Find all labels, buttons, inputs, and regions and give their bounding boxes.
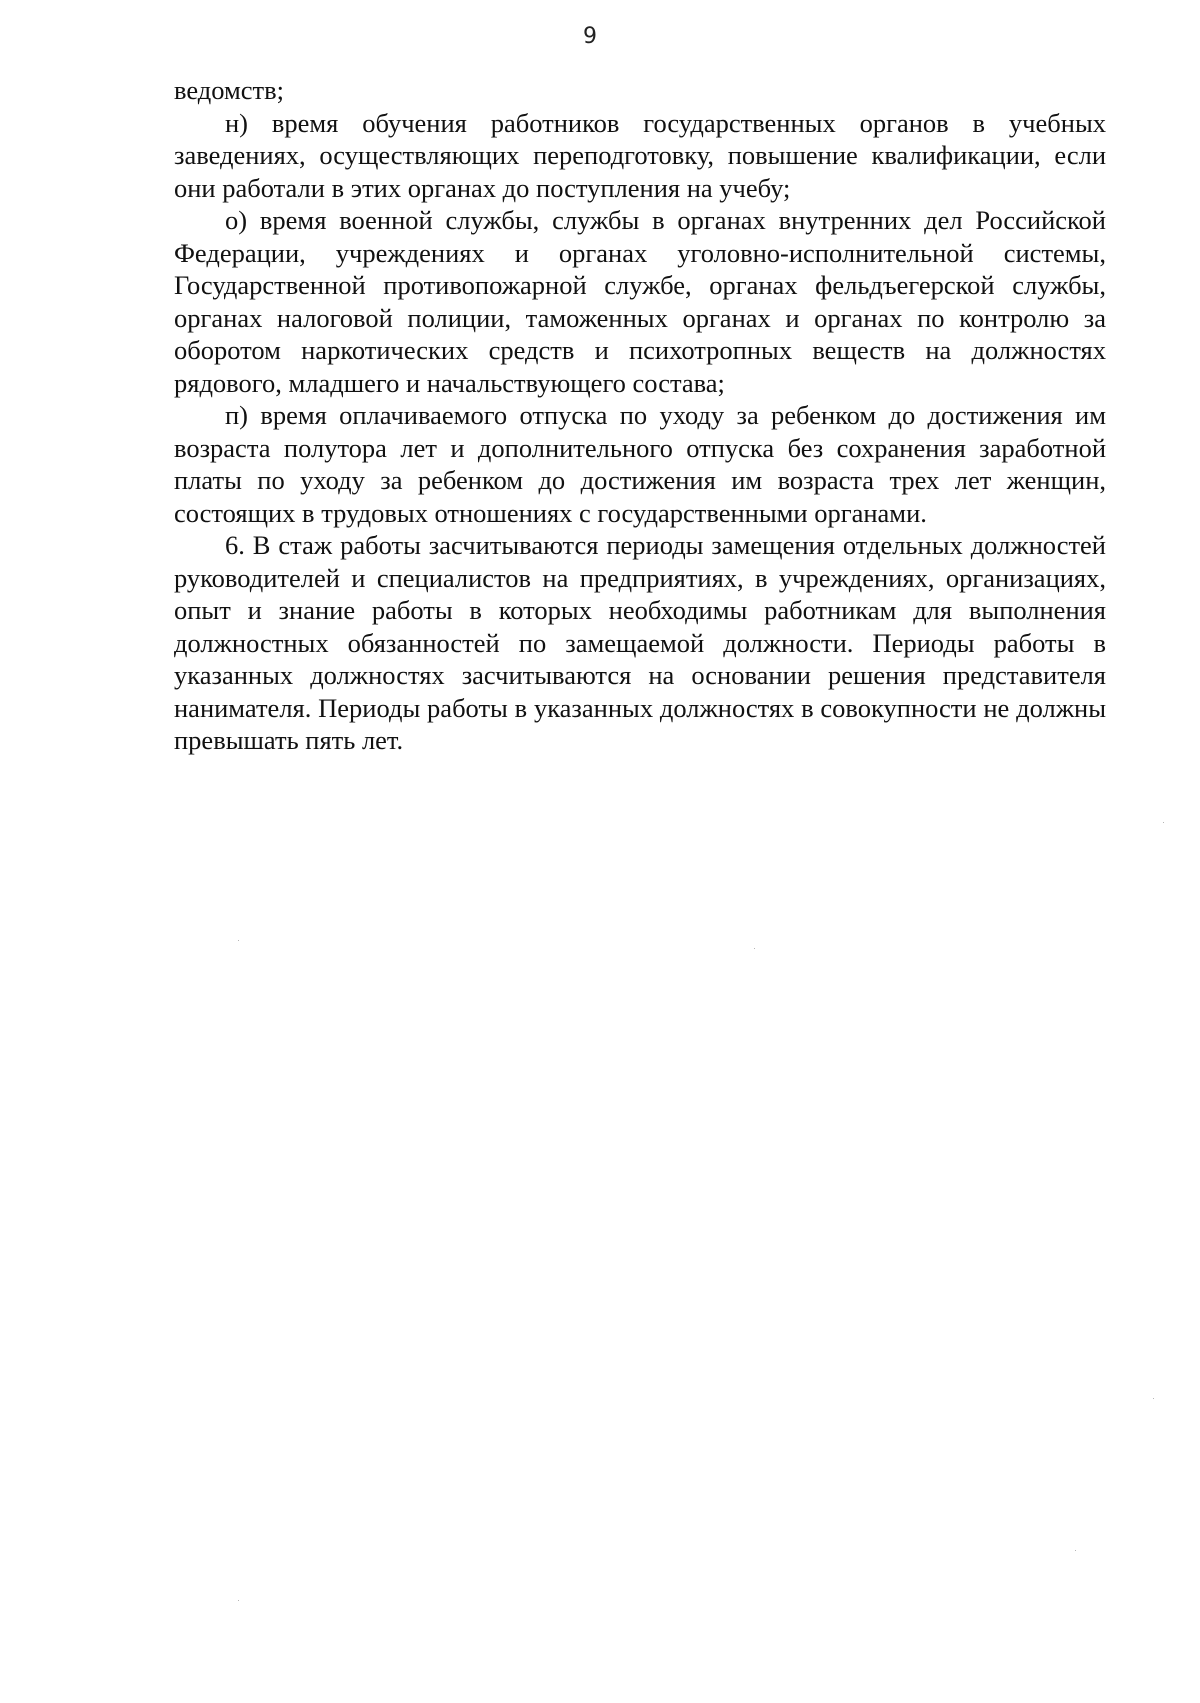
scan-speck [1075,1550,1076,1551]
paragraph-continuation: ведомств; [174,75,284,105]
scan-speck [1153,1398,1154,1399]
paragraph-item-n: н) время обучения работников государственных органов в учебных заведениях, осуществляющих переподготовку, повышение квалификации, если они работали в этих органах до поступления на учебу; [174,107,1106,203]
document-body [174,74,1106,757]
page-number: 9 [583,24,597,49]
paragraph-clause-6: 6. В стаж работы засчитываются периоды замещения отдельных должностей руководителей и специалистов на предприятиях, в учреждениях, организациях, опыт и знание работы в которых необходимы работникам для выполнения должностных обязанностей по замещаемой должности. Периоды работы в указанных должностях засчитываются на основании решения представителя нанимателя. Периоды работы в указанных должностях в совокупности не должны превышать пять лет. [174,530,1106,755]
scan-speck [754,948,755,949]
paragraph-item-p: п) время оплачиваемого отпуска по уходу за ребенком до достижения им возраста полутора лет и дополнительного отпуска без сохранения заработной платы по уходу за ребенком до достижения им возраста трех лет женщин, состоящих в трудовых отношениях с государственными органами. [174,400,1106,528]
scan-speck [238,940,239,941]
paragraph-item-o: о) время военной службы, службы в органах внутренних дел Российской Федерации, учреждениях и органах уголовно-исполнительной системы, Государственной противопожарной службе, органах фельдъегерской службы, органах налоговой полиции, таможенных органах и органах по контролю за оборотом наркотических средств и психотропных веществ на должностях рядового, младшего и начальствующего состава; [174,205,1106,398]
scan-speck [238,1600,239,1601]
scan-speck [1163,822,1164,823]
